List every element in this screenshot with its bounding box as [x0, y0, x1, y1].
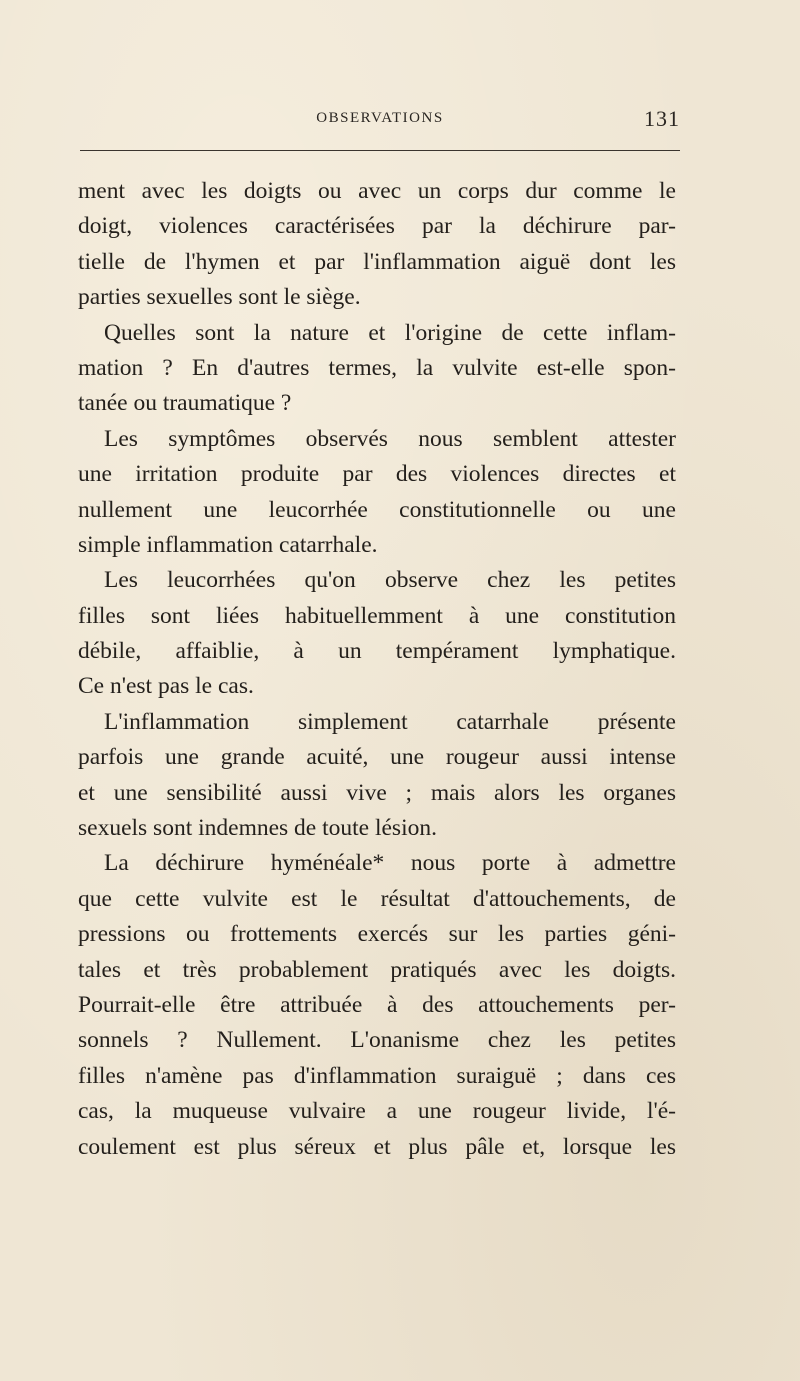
text-line: filles n'amène pas d'inflammation suraiguë ; dans ces [78, 1062, 676, 1089]
text-line: une irritation produite par des violences directes et [78, 461, 676, 488]
text-line: parties sexuelles sont le siège. [78, 284, 361, 311]
paragraph [78, 422, 676, 564]
text-line: tales et très probablement pratiqués avec les doigts. [78, 956, 676, 983]
paragraph [78, 705, 676, 847]
paragraph [78, 174, 676, 316]
header-rule [80, 150, 680, 151]
text-line: La déchirure hyménéale* nous porte à admettre [104, 850, 676, 877]
text-line: Les leucorrhées qu'on observe chez les petites [104, 567, 676, 594]
text-line: parfois une grande acuité, une rougeur aussi intense [78, 744, 676, 771]
body-text [78, 174, 676, 1165]
text-line: Ce n'est pas le cas. [78, 673, 254, 700]
text-line: L'inflammation simplement catarrhale présente [104, 708, 676, 735]
text-line: et une sensibilité aussi vive ; mais alors les organes [78, 779, 676, 806]
text-line: cas, la muqueuse vulvaire a une rougeur livide, l'é- [78, 1098, 676, 1125]
page-header [80, 108, 680, 142]
text-line: Quelles sont la nature et l'origine de cette inflam- [104, 319, 676, 346]
text-line: tanée ou traumatique ? [78, 390, 292, 417]
paragraph [78, 316, 676, 422]
text-line: Les symptômes observés nous semblent attester [104, 425, 676, 452]
text-line: pressions ou frottements exercés sur les parties géni- [78, 921, 676, 948]
text-line: nullement une leucorrhée constitutionnelle ou une [78, 496, 676, 523]
running-title: OBSERVATIONS [316, 110, 444, 126]
text-line: ment avec les doigts ou avec un corps dur comme le [78, 178, 676, 204]
text-line: sonnels ? Nullement. L'onanisme chez les petites [78, 1027, 676, 1054]
text-line: simple inflammation catarrhale. [78, 531, 378, 558]
text-line: tielle de l'hymen et par l'inflammation aiguë dont les [78, 248, 676, 275]
text-line: Pourrait-elle être attribuée à des attouchements per- [78, 991, 676, 1018]
text-line: sexuels sont indemnes de toute lésion. [78, 815, 437, 842]
paragraph [78, 563, 676, 705]
page-number: 131 [644, 106, 680, 131]
text-line: filles sont liées habituellemment à une constitution [78, 602, 676, 629]
text-line: mation ? En d'autres termes, la vulvite est-elle spon- [78, 354, 676, 381]
text-line: que cette vulvite est le résultat d'attouchements, de [78, 885, 676, 912]
paragraph [78, 846, 676, 1165]
text-line: coulement est plus séreux et plus pâle et, lorsque les [78, 1133, 676, 1160]
text-line: doigt, violences caractérisées par la déchirure par- [78, 213, 676, 240]
text-line: débile, affaiblie, à un tempérament lymphatique. [78, 638, 676, 665]
